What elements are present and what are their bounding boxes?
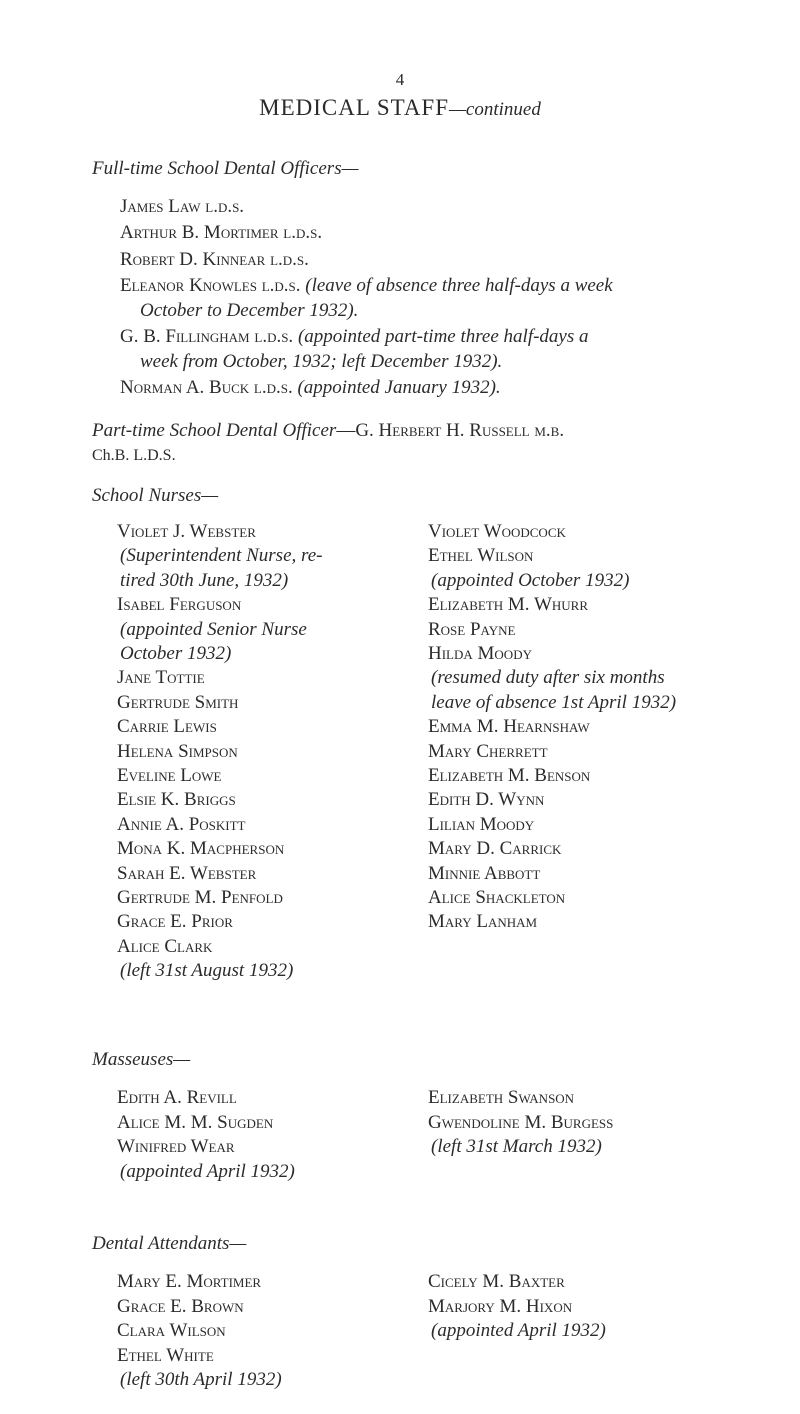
list-item: Edith D. Wynn	[428, 789, 545, 811]
list-item: Mary Lanham	[428, 911, 538, 933]
list-item-note: (appointed April 1932)	[120, 1160, 295, 1182]
list-item: Jane Tottie	[117, 667, 205, 689]
list-item-note: (appointed October 1932)	[431, 569, 630, 591]
list-item: Grace E. Prior	[117, 911, 233, 933]
list-item: Ethel Wilson	[428, 545, 534, 567]
list-item: Edith A. Revill	[117, 1087, 237, 1108]
list-item: Violet J. Webster	[117, 521, 256, 542]
list-item: Elizabeth M. Whurr	[428, 594, 588, 616]
list-item: Violet Woodcock	[428, 521, 566, 542]
list-item: G. B. Fillingham l.d.s. (appointed part-time three half-days a	[120, 326, 589, 347]
list-item: Rose Payne	[428, 618, 516, 640]
section-heading-dental-attendants: Dental Attendants—	[92, 1233, 247, 1254]
list-item: Gwendoline M. Burgess	[428, 1111, 614, 1133]
list-item-note: leave of absence 1st April 1932)	[431, 691, 677, 713]
list-item: Cicely M. Baxter	[428, 1271, 565, 1292]
list-item-note: tired 30th June, 1932)	[120, 569, 289, 591]
list-item: Eveline Lowe	[117, 765, 222, 786]
list-item-note: (appointed April 1932)	[431, 1320, 606, 1341]
list-item: Mona K. Macpherson	[117, 838, 285, 860]
list-item-note: week from October, 1932; left December 1932).	[140, 351, 503, 372]
list-item: Norman A. Buck l.d.s. (appointed January 1932).	[120, 377, 501, 398]
page-title	[0, 95, 800, 121]
title-main: MEDICAL STAFF	[259, 95, 450, 120]
list-item: Helena Simpson	[117, 740, 238, 762]
list-item: James Law l.d.s.	[120, 196, 245, 217]
list-item: Emma M. Hearnshaw	[428, 716, 590, 738]
list-item: Gertrude M. Penfold	[117, 887, 283, 908]
list-item: Minnie Abbott	[428, 862, 541, 884]
list-item-note: (left 31st August 1932)	[120, 960, 294, 982]
list-item: Elizabeth Swanson	[428, 1087, 575, 1108]
list-item-note: (resumed duty after six months	[431, 667, 665, 689]
list-item-note: (Superintendent Nurse, re-	[120, 545, 323, 567]
list-item: Elizabeth M. Benson	[428, 765, 591, 786]
list-item: Mary D. Carrick	[428, 838, 562, 860]
list-item: Elsie K. Briggs	[117, 789, 236, 811]
section-heading-school-nurses: School Nurses—	[92, 485, 219, 506]
list-item: Winifred Wear	[117, 1136, 235, 1157]
list-item: Lilian Moody	[428, 813, 535, 835]
list-item: Marjory M. Hixon	[428, 1295, 573, 1317]
list-item: Clara Wilson	[117, 1320, 226, 1341]
list-item: Carrie Lewis	[117, 716, 217, 738]
page-number: 4	[395, 70, 405, 89]
list-item: Alice M. M. Sugden	[117, 1111, 274, 1133]
list-item: Hilda Moody	[428, 643, 532, 664]
section-heading-fulltime-dental: Full-time School Dental Officers—	[92, 158, 359, 179]
list-item: Alice Clark	[117, 935, 213, 957]
list-item: Ethel White	[117, 1344, 214, 1366]
list-item: Isabel Ferguson	[117, 594, 242, 616]
list-item: Arthur B. Mortimer l.d.s.	[120, 222, 323, 243]
list-item-note: October to December 1932).	[140, 300, 359, 321]
list-item: Gertrude Smith	[117, 691, 239, 713]
title-continued: —continued	[449, 99, 541, 120]
list-item: Robert D. Kinnear l.d.s.	[120, 249, 309, 270]
parttime-dental-officer: Part-time School Dental Officer—G. Herbert H. Russell m.b.	[92, 420, 565, 441]
parttime-dental-qualifications: Ch.B. L.D.S.	[92, 447, 176, 464]
list-item-note: (left 30th April 1932)	[120, 1369, 282, 1390]
list-item-note: (left 31st March 1932)	[431, 1136, 602, 1157]
list-item: Mary Cherrett	[428, 740, 548, 762]
list-item: Annie A. Poskitt	[117, 813, 246, 835]
list-item: Sarah E. Webster	[117, 862, 257, 884]
list-item: Mary E. Mortimer	[117, 1271, 262, 1292]
list-item-note: October 1932)	[120, 643, 232, 664]
list-item: Grace E. Brown	[117, 1295, 244, 1317]
list-item: Eleanor Knowles l.d.s. (leave of absence three half-days a week	[120, 275, 613, 296]
list-item-note: (appointed Senior Nurse	[120, 618, 307, 640]
list-item: Alice Shackleton	[428, 887, 566, 908]
section-heading-masseuses: Masseuses—	[92, 1049, 191, 1070]
